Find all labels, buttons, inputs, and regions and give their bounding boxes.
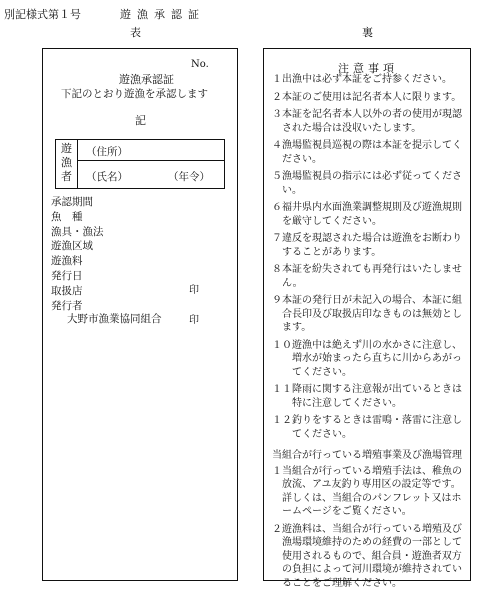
back-panel bbox=[263, 48, 471, 589]
seal-mark: 印 bbox=[189, 315, 199, 326]
note-text: 遊漁中は絶えず川の水かさに注意し、増水が始まったら直ちに川からあがってください。 bbox=[292, 339, 462, 378]
notes-title: 注意事項 bbox=[338, 62, 398, 75]
management-note bbox=[272, 523, 468, 591]
angler-divider bbox=[78, 160, 224, 161]
note-text: 釣りをするときは雷鳴・落雷に注意してください。 bbox=[292, 415, 462, 440]
note-item bbox=[272, 73, 468, 87]
front-panel bbox=[42, 48, 238, 581]
note-number: １１ bbox=[272, 384, 292, 395]
field-label: 遊漁区域 bbox=[51, 240, 93, 253]
note-item bbox=[272, 294, 468, 335]
note-item bbox=[272, 170, 468, 197]
age-label: （年令） bbox=[168, 171, 210, 183]
permit-title: 遊漁承認証 bbox=[119, 73, 174, 86]
ki-label: 記 bbox=[135, 114, 146, 127]
name-label: （氏名） bbox=[86, 171, 128, 183]
angler-box bbox=[55, 139, 225, 189]
note-item bbox=[272, 414, 468, 441]
seal-mark: 印 bbox=[189, 285, 199, 296]
angler-heading-char: 漁 bbox=[61, 156, 72, 169]
note-number: １０ bbox=[272, 339, 292, 351]
note-number: ６ bbox=[272, 202, 282, 213]
note-item bbox=[272, 91, 468, 105]
note-number: ７ bbox=[272, 233, 282, 244]
note-text: 違反を現認された場合は遊漁をお断わりすることがあります。 bbox=[282, 233, 462, 258]
front-side-label: 表 bbox=[130, 26, 141, 39]
address-label: （住所） bbox=[86, 146, 128, 158]
note-text: 出漁中は必ず本証をご持参ください。 bbox=[282, 74, 452, 85]
back-side-label: 裏 bbox=[362, 26, 373, 39]
note-item bbox=[272, 139, 468, 166]
note-item bbox=[272, 263, 468, 290]
association-name: 大野市漁業協同組合 bbox=[67, 313, 162, 325]
field-label: 遊漁料 bbox=[51, 255, 83, 268]
note-number: ９ bbox=[272, 295, 282, 306]
document-title: 遊漁承認証 bbox=[120, 8, 205, 21]
note-text: 遊漁料は、当組合が行っている増殖及び漁場環境維持のための経費の一部として使用されるもので、組合員・遊漁者双方の負担によって河川環境が維持されていることをご理解ください。 bbox=[282, 523, 462, 589]
note-number: ８ bbox=[272, 264, 282, 275]
field-label: 発行者 bbox=[51, 299, 83, 312]
note-item bbox=[272, 108, 468, 135]
field-label: 発行日 bbox=[51, 269, 83, 282]
note-text: 福井県内水面漁業調整規則及び遊漁規則を厳守してください。 bbox=[282, 202, 462, 227]
field-label: 取扱店 bbox=[51, 284, 83, 297]
note-text: 本証のご使用は記名者本人に限ります。 bbox=[282, 91, 462, 103]
note-text: 漁場監視員巡視の際は本証を提示してください。 bbox=[282, 140, 462, 165]
management-subtitle: 当組合が行っている増殖事業及び漁場管理 bbox=[272, 450, 462, 461]
management-note bbox=[272, 465, 468, 519]
note-text: 本証を紛失されても再発行はいたしません。 bbox=[282, 264, 462, 289]
note-text: 当組合が行っている増殖手法は、稚魚の放流、アユ友釣り専用区の設定等です。詳しくは、当組合のパンフレット又はホームページをご覧ください。 bbox=[282, 465, 462, 517]
form-label: 別記様式第１号 bbox=[4, 8, 81, 21]
angler-heading bbox=[56, 140, 78, 188]
note-number: ３ bbox=[272, 109, 282, 120]
number-label: No. bbox=[191, 59, 209, 70]
note-text: 本証の発行日が未記入の場合、本証に組合長印及び取扱店印なきものは無効とします。 bbox=[282, 295, 462, 333]
note-number: ２ bbox=[272, 523, 282, 535]
field-label: 承認期間 bbox=[51, 196, 93, 208]
note-text: 降雨に関する注意報が出ているときは特に注意してください。 bbox=[292, 384, 462, 409]
note-text: 本証を記名者本人以外の者の使用が現認された場合は没収いたします。 bbox=[282, 109, 462, 134]
note-item bbox=[272, 383, 468, 410]
angler-heading-char: 遊 bbox=[61, 142, 72, 155]
notes-list bbox=[272, 73, 468, 594]
note-number: ５ bbox=[272, 171, 282, 182]
angler-heading-char: 者 bbox=[61, 170, 72, 183]
note-number: ２ bbox=[272, 91, 282, 103]
note-number: ４ bbox=[272, 140, 282, 151]
note-number: １ bbox=[272, 465, 282, 477]
note-number: １ bbox=[272, 74, 282, 85]
note-item bbox=[272, 339, 468, 380]
permit-lead-text: 下記のとおり遊漁を承認します bbox=[61, 88, 208, 100]
permit-fields bbox=[51, 195, 104, 313]
note-item bbox=[272, 201, 468, 228]
note-item bbox=[272, 232, 468, 259]
field-label: 魚 種 bbox=[51, 210, 83, 223]
note-text: 漁場監視員の指示には必ず従ってください。 bbox=[282, 171, 462, 196]
field-label: 漁具・漁法 bbox=[51, 225, 104, 238]
note-number: １２ bbox=[272, 415, 292, 426]
